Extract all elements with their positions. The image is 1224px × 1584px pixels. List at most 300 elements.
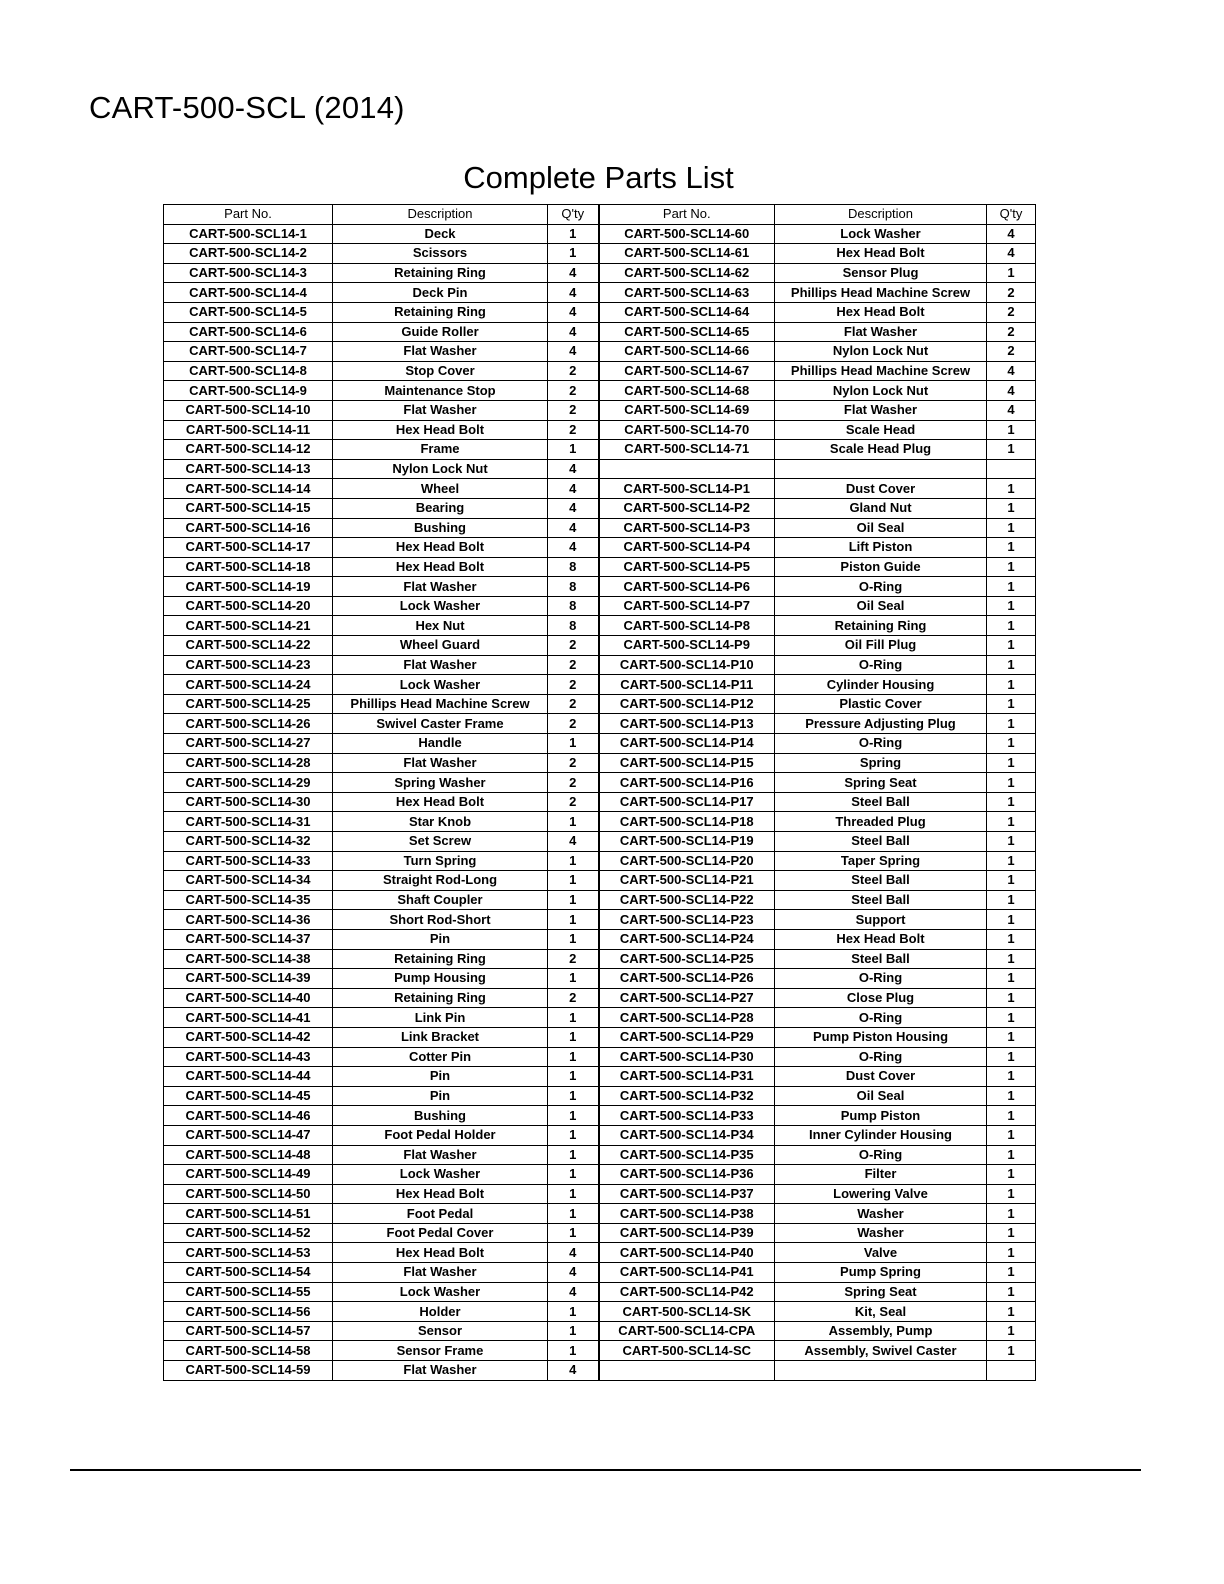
part-number-cell: CART-500-SCL14-34 <box>164 871 333 891</box>
description-cell: Valve <box>775 1243 987 1263</box>
table-row <box>164 655 1036 675</box>
table-row <box>164 224 1036 244</box>
description-cell: Steel Ball <box>775 871 987 891</box>
table-row <box>164 675 1036 695</box>
description-cell: Link Pin <box>333 1008 548 1028</box>
quantity-cell: 1 <box>987 1125 1036 1145</box>
quantity-cell: 2 <box>548 694 599 714</box>
description-cell: Pump Housing <box>333 969 548 989</box>
part-number-cell: CART-500-SCL14-67 <box>599 361 775 381</box>
table-row <box>164 871 1036 891</box>
part-number-cell: CART-500-SCL14-P15 <box>599 753 775 773</box>
part-number-cell: CART-500-SCL14-44 <box>164 1067 333 1087</box>
table-row <box>164 302 1036 322</box>
part-number-cell: CART-500-SCL14-P6 <box>599 577 775 597</box>
description-cell: Hex Head Bolt <box>333 420 548 440</box>
parts-table-body <box>164 224 1036 1380</box>
quantity-cell: 1 <box>987 1047 1036 1067</box>
description-cell: Hex Head Bolt <box>333 538 548 558</box>
quantity-cell: 1 <box>548 1047 599 1067</box>
description-cell <box>775 1361 987 1381</box>
part-number-cell: CART-500-SCL14-P22 <box>599 890 775 910</box>
description-cell: Hex Head Bolt <box>775 302 987 322</box>
table-row <box>164 381 1036 401</box>
description-cell: Cylinder Housing <box>775 675 987 695</box>
quantity-cell: 2 <box>548 361 599 381</box>
part-number-cell: CART-500-SCL14-69 <box>599 400 775 420</box>
quantity-cell <box>987 459 1036 479</box>
description-cell: Retaining Ring <box>775 616 987 636</box>
part-number-cell: CART-500-SCL14-P34 <box>599 1125 775 1145</box>
description-cell: Lock Washer <box>333 675 548 695</box>
description-cell: Wheel <box>333 479 548 499</box>
description-cell: Inner Cylinder Housing <box>775 1125 987 1145</box>
quantity-cell: 2 <box>987 322 1036 342</box>
table-row <box>164 714 1036 734</box>
quantity-cell: 8 <box>548 557 599 577</box>
description-cell: Washer <box>775 1223 987 1243</box>
part-number-cell: CART-500-SCL14-56 <box>164 1302 333 1322</box>
quantity-cell: 2 <box>548 988 599 1008</box>
quantity-cell: 1 <box>548 969 599 989</box>
description-cell: Flat Washer <box>333 655 548 675</box>
part-number-cell: CART-500-SCL14-P3 <box>599 518 775 538</box>
quantity-cell: 1 <box>987 890 1036 910</box>
part-number-cell <box>599 1361 775 1381</box>
description-cell: Nylon Lock Nut <box>775 381 987 401</box>
table-row <box>164 988 1036 1008</box>
quantity-cell: 8 <box>548 596 599 616</box>
part-number-cell: CART-500-SCL14-18 <box>164 557 333 577</box>
quantity-cell: 1 <box>987 1302 1036 1322</box>
table-row <box>164 753 1036 773</box>
quantity-cell: 1 <box>987 1263 1036 1283</box>
table-row <box>164 498 1036 518</box>
part-number-cell: CART-500-SCL14-30 <box>164 792 333 812</box>
table-row <box>164 1067 1036 1087</box>
table-row <box>164 1361 1036 1381</box>
part-number-cell: CART-500-SCL14-51 <box>164 1204 333 1224</box>
table-row <box>164 400 1036 420</box>
quantity-cell: 1 <box>987 440 1036 460</box>
description-cell: Flat Washer <box>775 322 987 342</box>
quantity-cell: 1 <box>987 832 1036 852</box>
quantity-cell: 1 <box>548 1302 599 1322</box>
part-number-cell: CART-500-SCL14-P24 <box>599 929 775 949</box>
quantity-cell: 1 <box>987 1243 1036 1263</box>
description-cell: Flat Washer <box>333 342 548 362</box>
quantity-cell: 1 <box>987 538 1036 558</box>
quantity-cell: 2 <box>548 381 599 401</box>
part-number-cell: CART-500-SCL14-P7 <box>599 596 775 616</box>
quantity-cell: 2 <box>548 753 599 773</box>
description-cell: Spring Washer <box>333 773 548 793</box>
description-cell: Flat Washer <box>333 577 548 597</box>
quantity-cell: 2 <box>548 949 599 969</box>
part-number-cell: CART-500-SCL14-42 <box>164 1027 333 1047</box>
description-cell: Steel Ball <box>775 949 987 969</box>
part-number-cell: CART-500-SCL14-22 <box>164 636 333 656</box>
part-number-cell: CART-500-SCL14-P11 <box>599 675 775 695</box>
part-number-cell: CART-500-SCL14-55 <box>164 1282 333 1302</box>
quantity-cell: 1 <box>548 1204 599 1224</box>
table-row <box>164 929 1036 949</box>
quantity-cell: 1 <box>987 1067 1036 1087</box>
quantity-cell: 1 <box>987 655 1036 675</box>
part-number-cell: CART-500-SCL14-P14 <box>599 734 775 754</box>
quantity-cell: 1 <box>548 851 599 871</box>
quantity-cell: 4 <box>987 400 1036 420</box>
quantity-cell: 1 <box>548 1027 599 1047</box>
description-cell: Spring Seat <box>775 773 987 793</box>
table-row <box>164 636 1036 656</box>
part-number-cell: CART-500-SCL14-P23 <box>599 910 775 930</box>
table-row <box>164 459 1036 479</box>
quantity-cell: 4 <box>548 538 599 558</box>
description-cell: Swivel Caster Frame <box>333 714 548 734</box>
part-number-cell: CART-500-SCL14-P18 <box>599 812 775 832</box>
table-row <box>164 694 1036 714</box>
description-cell <box>775 459 987 479</box>
part-number-cell: CART-500-SCL14-24 <box>164 675 333 695</box>
quantity-cell: 1 <box>987 616 1036 636</box>
description-cell: Assembly, Pump <box>775 1321 987 1341</box>
parts-list-title: Complete Parts List <box>463 160 734 195</box>
description-cell: Hex Head Bolt <box>333 792 548 812</box>
description-cell: O-Ring <box>775 1145 987 1165</box>
table-header-row <box>164 205 1036 225</box>
quantity-cell: 1 <box>548 244 599 264</box>
part-number-cell: CART-500-SCL14-28 <box>164 753 333 773</box>
part-number-cell: CART-500-SCL14-P20 <box>599 851 775 871</box>
description-cell: Hex Head Bolt <box>333 1243 548 1263</box>
description-cell: Phillips Head Machine Screw <box>333 694 548 714</box>
part-number-cell: CART-500-SCL14-38 <box>164 949 333 969</box>
quantity-cell: 4 <box>548 322 599 342</box>
part-number-cell: CART-500-SCL14-31 <box>164 812 333 832</box>
description-cell: Lock Washer <box>775 224 987 244</box>
quantity-cell: 4 <box>548 832 599 852</box>
table-row <box>164 1282 1036 1302</box>
description-cell: Frame <box>333 440 548 460</box>
table-row <box>164 1027 1036 1047</box>
part-number-cell: CART-500-SCL14-P26 <box>599 969 775 989</box>
description-cell: Holder <box>333 1302 548 1322</box>
description-cell: Dust Cover <box>775 479 987 499</box>
table-row <box>164 734 1036 754</box>
quantity-cell <box>987 1361 1036 1381</box>
part-number-cell: CART-500-SCL14-P2 <box>599 498 775 518</box>
description-cell: Pressure Adjusting Plug <box>775 714 987 734</box>
part-number-cell: CART-500-SCL14-64 <box>599 302 775 322</box>
part-number-cell: CART-500-SCL14-P27 <box>599 988 775 1008</box>
table-row <box>164 1321 1036 1341</box>
quantity-cell: 4 <box>987 361 1036 381</box>
part-number-cell: CART-500-SCL14-62 <box>599 263 775 283</box>
description-cell: Steel Ball <box>775 890 987 910</box>
part-number-cell: CART-500-SCL14-P8 <box>599 616 775 636</box>
part-number-cell: CART-500-SCL14-3 <box>164 263 333 283</box>
quantity-cell: 1 <box>987 1341 1036 1361</box>
description-cell: Foot Pedal Holder <box>333 1125 548 1145</box>
part-number-cell: CART-500-SCL14-P40 <box>599 1243 775 1263</box>
quantity-cell: 1 <box>548 1184 599 1204</box>
quantity-cell: 1 <box>548 1086 599 1106</box>
description-cell: Scale Head <box>775 420 987 440</box>
description-cell: Foot Pedal Cover <box>333 1223 548 1243</box>
quantity-cell: 1 <box>987 1008 1036 1028</box>
part-number-cell: CART-500-SCL14-CPA <box>599 1321 775 1341</box>
description-cell: Link Bracket <box>333 1027 548 1047</box>
description-cell: O-Ring <box>775 969 987 989</box>
part-number-cell: CART-500-SCL14-36 <box>164 910 333 930</box>
description-cell: Washer <box>775 1204 987 1224</box>
quantity-cell: 4 <box>548 1263 599 1283</box>
description-cell: Maintenance Stop <box>333 381 548 401</box>
part-number-cell: CART-500-SCL14-1 <box>164 224 333 244</box>
description-cell: Piston Guide <box>775 557 987 577</box>
table-row <box>164 949 1036 969</box>
quantity-cell: 1 <box>987 1027 1036 1047</box>
part-number-cell: CART-500-SCL14-P28 <box>599 1008 775 1028</box>
quantity-cell: 1 <box>987 1282 1036 1302</box>
description-cell: Retaining Ring <box>333 949 548 969</box>
quantity-cell: 1 <box>987 1223 1036 1243</box>
table-row <box>164 557 1036 577</box>
quantity-cell: 4 <box>548 1361 599 1381</box>
description-cell: Bearing <box>333 498 548 518</box>
quantity-cell: 1 <box>987 812 1036 832</box>
part-number-cell: CART-500-SCL14-39 <box>164 969 333 989</box>
quantity-cell: 1 <box>987 1204 1036 1224</box>
description-cell: Retaining Ring <box>333 302 548 322</box>
description-cell: Turn Spring <box>333 851 548 871</box>
part-number-cell: CART-500-SCL14-66 <box>599 342 775 362</box>
quantity-cell: 4 <box>548 263 599 283</box>
description-cell: O-Ring <box>775 734 987 754</box>
quantity-cell: 1 <box>548 1008 599 1028</box>
part-number-cell: CART-500-SCL14-65 <box>599 322 775 342</box>
quantity-cell: 1 <box>987 636 1036 656</box>
description-cell: Spring <box>775 753 987 773</box>
part-number-cell: CART-500-SCL14-21 <box>164 616 333 636</box>
part-number-cell: CART-500-SCL14-8 <box>164 361 333 381</box>
description-cell: Scissors <box>333 244 548 264</box>
quantity-cell: 1 <box>987 596 1036 616</box>
table-row <box>164 1106 1036 1126</box>
description-cell: Lift Piston <box>775 538 987 558</box>
table-row <box>164 1243 1036 1263</box>
description-cell: Lock Washer <box>333 1165 548 1185</box>
part-number-cell: CART-500-SCL14-P39 <box>599 1223 775 1243</box>
part-number-cell: CART-500-SCL14-45 <box>164 1086 333 1106</box>
table-row <box>164 342 1036 362</box>
part-number-cell: CART-500-SCL14-P33 <box>599 1106 775 1126</box>
description-cell: Phillips Head Machine Screw <box>775 283 987 303</box>
part-number-cell: CART-500-SCL14-P1 <box>599 479 775 499</box>
description-cell: Oil Seal <box>775 596 987 616</box>
table-row <box>164 1047 1036 1067</box>
quantity-cell: 1 <box>987 792 1036 812</box>
description-cell: Sensor Frame <box>333 1341 548 1361</box>
part-number-cell: CART-500-SCL14-58 <box>164 1341 333 1361</box>
part-number-cell: CART-500-SCL14-49 <box>164 1165 333 1185</box>
quantity-cell: 4 <box>548 302 599 322</box>
part-number-cell: CART-500-SCL14-P32 <box>599 1086 775 1106</box>
table-row <box>164 1165 1036 1185</box>
description-cell: Oil Seal <box>775 1086 987 1106</box>
description-cell: Straight Rod-Long <box>333 871 548 891</box>
part-number-cell: CART-500-SCL14-16 <box>164 518 333 538</box>
part-number-cell: CART-500-SCL14-SK <box>599 1302 775 1322</box>
quantity-cell: 1 <box>548 1067 599 1087</box>
part-number-cell: CART-500-SCL14-25 <box>164 694 333 714</box>
part-number-cell: CART-500-SCL14-46 <box>164 1106 333 1126</box>
part-number-cell: CART-500-SCL14-37 <box>164 929 333 949</box>
table-row <box>164 616 1036 636</box>
table-row <box>164 1302 1036 1322</box>
quantity-cell: 1 <box>987 518 1036 538</box>
table-row <box>164 263 1036 283</box>
part-number-cell: CART-500-SCL14-32 <box>164 832 333 852</box>
quantity-cell: 1 <box>548 871 599 891</box>
header-part-no: Part No. <box>599 205 775 225</box>
quantity-cell: 1 <box>987 851 1036 871</box>
description-cell: Stop Cover <box>333 361 548 381</box>
quantity-cell: 4 <box>548 518 599 538</box>
quantity-cell: 1 <box>987 1086 1036 1106</box>
description-cell: Steel Ball <box>775 832 987 852</box>
quantity-cell: 1 <box>987 1165 1036 1185</box>
table-row <box>164 1125 1036 1145</box>
table-row <box>164 577 1036 597</box>
part-number-cell: CART-500-SCL14-P12 <box>599 694 775 714</box>
table-row <box>164 1184 1036 1204</box>
quantity-cell: 1 <box>548 734 599 754</box>
quantity-cell: 2 <box>987 342 1036 362</box>
quantity-cell: 1 <box>548 890 599 910</box>
quantity-cell: 2 <box>548 655 599 675</box>
table-row <box>164 812 1036 832</box>
table-row <box>164 792 1036 812</box>
table-row <box>164 1263 1036 1283</box>
header-part-no: Part No. <box>164 205 333 225</box>
quantity-cell: 1 <box>548 1165 599 1185</box>
quantity-cell: 1 <box>987 694 1036 714</box>
part-number-cell: CART-500-SCL14-20 <box>164 596 333 616</box>
quantity-cell: 1 <box>987 1184 1036 1204</box>
part-number-cell: CART-500-SCL14-17 <box>164 538 333 558</box>
description-cell: Taper Spring <box>775 851 987 871</box>
part-number-cell: CART-500-SCL14-26 <box>164 714 333 734</box>
quantity-cell: 1 <box>987 929 1036 949</box>
quantity-cell: 2 <box>548 420 599 440</box>
description-cell: Flat Washer <box>333 1263 548 1283</box>
quantity-cell: 1 <box>987 969 1036 989</box>
part-number-cell: CART-500-SCL14-71 <box>599 440 775 460</box>
quantity-cell: 1 <box>548 1341 599 1361</box>
part-number-cell: CART-500-SCL14-P35 <box>599 1145 775 1165</box>
description-cell: Flat Washer <box>333 1145 548 1165</box>
description-cell: Retaining Ring <box>333 988 548 1008</box>
table-row <box>164 851 1036 871</box>
part-number-cell: CART-500-SCL14-52 <box>164 1223 333 1243</box>
description-cell: Lowering Valve <box>775 1184 987 1204</box>
quantity-cell: 1 <box>987 910 1036 930</box>
header-description: Description <box>333 205 548 225</box>
part-number-cell: CART-500-SCL14-P9 <box>599 636 775 656</box>
description-cell: Foot Pedal <box>333 1204 548 1224</box>
table-row <box>164 1204 1036 1224</box>
table-row <box>164 1086 1036 1106</box>
part-number-cell: CART-500-SCL14-P16 <box>599 773 775 793</box>
part-number-cell: CART-500-SCL14-40 <box>164 988 333 1008</box>
part-number-cell: CART-500-SCL14-P13 <box>599 714 775 734</box>
description-cell: Pin <box>333 1086 548 1106</box>
description-cell: Dust Cover <box>775 1067 987 1087</box>
description-cell: Bushing <box>333 518 548 538</box>
part-number-cell: CART-500-SCL14-P17 <box>599 792 775 812</box>
quantity-cell: 1 <box>987 988 1036 1008</box>
part-number-cell: CART-500-SCL14-14 <box>164 479 333 499</box>
part-number-cell: CART-500-SCL14-P36 <box>599 1165 775 1185</box>
part-number-cell: CART-500-SCL14-59 <box>164 1361 333 1381</box>
quantity-cell: 4 <box>548 342 599 362</box>
quantity-cell: 1 <box>987 1106 1036 1126</box>
part-number-cell: CART-500-SCL14-P38 <box>599 1204 775 1224</box>
description-cell: Short Rod-Short <box>333 910 548 930</box>
quantity-cell: 1 <box>987 714 1036 734</box>
part-number-cell: CART-500-SCL14-P42 <box>599 1282 775 1302</box>
part-number-cell: CART-500-SCL14-12 <box>164 440 333 460</box>
table-row <box>164 969 1036 989</box>
description-cell: Pin <box>333 929 548 949</box>
table-row <box>164 1223 1036 1243</box>
part-number-cell: CART-500-SCL14-60 <box>599 224 775 244</box>
part-number-cell: CART-500-SCL14-70 <box>599 420 775 440</box>
quantity-cell: 2 <box>987 283 1036 303</box>
quantity-cell: 4 <box>548 283 599 303</box>
description-cell: Phillips Head Machine Screw <box>775 361 987 381</box>
description-cell: Filter <box>775 1165 987 1185</box>
quantity-cell: 1 <box>987 479 1036 499</box>
quantity-cell: 4 <box>987 224 1036 244</box>
part-number-cell: CART-500-SCL14-4 <box>164 283 333 303</box>
part-number-cell: CART-500-SCL14-27 <box>164 734 333 754</box>
part-number-cell: CART-500-SCL14-P31 <box>599 1067 775 1087</box>
description-cell: Star Knob <box>333 812 548 832</box>
description-cell: Cotter Pin <box>333 1047 548 1067</box>
table-row <box>164 773 1036 793</box>
description-cell: Hex Head Bolt <box>775 244 987 264</box>
part-number-cell: CART-500-SCL14-P10 <box>599 655 775 675</box>
part-number-cell: CART-500-SCL14-13 <box>164 459 333 479</box>
description-cell: Deck Pin <box>333 283 548 303</box>
description-cell: Retaining Ring <box>333 263 548 283</box>
part-number-cell: CART-500-SCL14-P29 <box>599 1027 775 1047</box>
table-row <box>164 1008 1036 1028</box>
part-number-cell: CART-500-SCL14-2 <box>164 244 333 264</box>
part-number-cell: CART-500-SCL14-43 <box>164 1047 333 1067</box>
document-title: CART-500-SCL (2014) <box>89 90 405 125</box>
table-row <box>164 479 1036 499</box>
part-number-cell: CART-500-SCL14-P30 <box>599 1047 775 1067</box>
description-cell: Bushing <box>333 1106 548 1126</box>
part-number-cell: CART-500-SCL14-29 <box>164 773 333 793</box>
part-number-cell <box>599 459 775 479</box>
part-number-cell: CART-500-SCL14-68 <box>599 381 775 401</box>
quantity-cell: 1 <box>987 1145 1036 1165</box>
